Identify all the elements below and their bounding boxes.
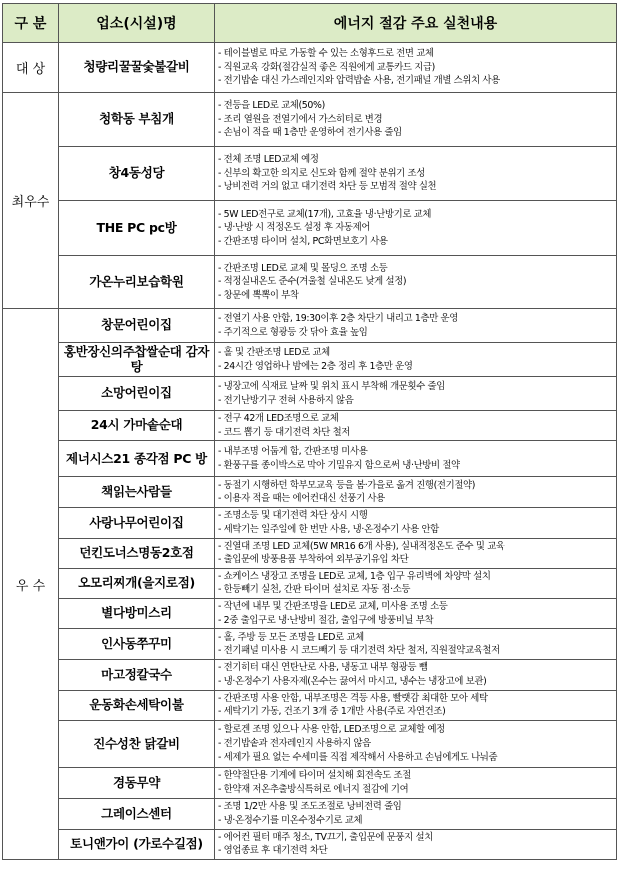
header-business: 업소(시설)명 <box>59 4 215 43</box>
content-line: - 전기패널 미사용 시 코드빼기 등 대기전력 차단 철저, 직원절약교육철저 <box>218 645 500 657</box>
content-cell <box>215 343 617 377</box>
content-line: - 냉장고에 식재료 날짜 및 위치 표시 부착해 개문횟수 줄임 <box>218 380 445 392</box>
business-name: 진수성찬 닭갈비 <box>59 720 215 767</box>
content-line: - 창문에 뽁뽁이 부착 <box>218 289 299 301</box>
category-cell: 대 상 <box>3 43 59 93</box>
content-line: - 내부조명 어둡게 함, 간판조명 미사용 <box>218 446 368 458</box>
content-cell <box>215 720 617 767</box>
table-row <box>3 441 617 477</box>
table-row <box>3 660 617 690</box>
content-line: - 24시간 영업하나 밤에는 2층 정리 후 1층만 운영 <box>218 360 413 372</box>
content-cell <box>215 201 617 256</box>
content-cell <box>215 798 617 829</box>
content-line: - 전기난방기구 전혀 사용하지 않음 <box>218 394 354 406</box>
table-row <box>3 508 617 538</box>
business-name: 창4동성당 <box>59 147 215 201</box>
table-row <box>3 538 617 568</box>
business-name: 별다방미스리 <box>59 599 215 629</box>
business-name: 청량리꿀꿀숯불갈비 <box>59 43 215 93</box>
content-line: - 에어컨 필터 매주 청소, TV끄기, 출입문에 문풍지 설치 <box>218 831 433 843</box>
business-name: 토니앤가이 (가로수길점) <box>59 829 215 859</box>
content-line: - 이용자 적을 때는 에어컨대신 선풍기 사용 <box>218 493 385 505</box>
content-line: - 조리 열원을 전열기에서 가스히터로 변경 <box>218 113 383 125</box>
header-content: 에너지 절감 주요 실천내용 <box>215 4 617 43</box>
content-cell <box>215 568 617 598</box>
table-body <box>3 43 617 860</box>
content-line: - 테이블별로 따로 가동할 수 있는 소형후드로 전면 교체 <box>218 48 434 60</box>
content-cell <box>215 377 617 411</box>
business-name: 그레이스센터 <box>59 798 215 829</box>
content-line: - 간판조명 LED로 교체 및 몰딩으 조명 소등 <box>218 262 388 274</box>
content-line: - 낭비전력 거의 없고 대기전력 차단 등 모범적 절약 실천 <box>218 181 437 193</box>
content-line: - 동절기 시행하던 학부모교육 등을 봄·가을로 옮겨 진행(전기절약) <box>218 479 476 491</box>
table-row <box>3 767 617 798</box>
table-row <box>3 829 617 859</box>
content-line: - 출입문에 방풍용품 부착하여 외부공기유입 차단 <box>218 554 409 566</box>
content-line: - 전기밥솥 대신 가스레인지와 압력밥솥 사용, 전기패널 개별 스위치 사용 <box>218 75 500 87</box>
content-line: - 전기밥솥과 전자레인지 사용하지 않음 <box>218 737 371 749</box>
table-row <box>3 720 617 767</box>
header-row <box>3 4 617 43</box>
content-line: - 냉·온정수기를 미온수정수기로 교체 <box>218 814 363 826</box>
content-cell <box>215 508 617 538</box>
table-row <box>3 477 617 508</box>
business-name: 인사동쭈꾸미 <box>59 629 215 660</box>
category-cell: 우 수 <box>3 309 59 860</box>
business-name: 책읽는사람들 <box>59 477 215 508</box>
table-row <box>3 377 617 411</box>
table-row <box>3 43 617 93</box>
content-line: - 냉·온정수기 사용자제(온수는 끓여서 마시고, 냉수는 냉장고에 보관) <box>218 675 487 687</box>
business-name: 소망어린이집 <box>59 377 215 411</box>
content-line: - 2중 출입구로 냉·난방비 절감, 출입구에 방풍비닐 부착 <box>218 614 434 626</box>
content-line: - 주기적으로 형광등 갓 닦아 효율 높임 <box>218 326 368 338</box>
table-row <box>3 798 617 829</box>
content-line: - 신부의 확고한 의지로 신도와 함께 절약 분위기 조성 <box>218 167 425 179</box>
content-line: - 직원교육 강화(절감실적 좋은 직원에게 교통카드 지급) <box>218 61 435 73</box>
content-line: - 홀 및 간판조명 LED로 교체 <box>218 346 330 358</box>
content-line: - 전체 조명 LED교체 예정 <box>218 154 319 166</box>
content-line: - 영업종료 후 대기전력 차단 <box>218 845 328 857</box>
content-line: - 간판조명 사용 안함, 내부조명은 격등 사용, 빨랫감 최대한 모아 세탁 <box>218 692 488 704</box>
table-row <box>3 147 617 201</box>
content-line: - 세탁기기 가동, 건조기 3개 중 1개만 사용(주로 자연건조) <box>218 706 446 718</box>
content-line: - 환풍구를 종이박스로 막아 기밀유지 함으로써 냉·난방비 절약 <box>218 459 460 471</box>
table-row <box>3 599 617 629</box>
content-cell <box>215 767 617 798</box>
header-category: 구 분 <box>3 4 59 43</box>
table-row <box>3 411 617 441</box>
business-name: 던킨도너스명동2호점 <box>59 538 215 568</box>
content-cell <box>215 147 617 201</box>
content-line: - 전열기 사용 안함, 19:30이후 2층 차단기 내리고 1층만 운영 <box>218 312 458 324</box>
content-line: - 조명소등 및 대기전력 차단 상시 시행 <box>218 510 368 522</box>
content-cell <box>215 309 617 343</box>
content-line: - 진열대 조명 LED 교체(5W MR16 6개 사용), 실내적정온도 준수 및 교육 <box>218 540 505 552</box>
business-name: 가온누리보습학원 <box>59 256 215 309</box>
content-line: - 한약재 저온추출방식특허로 에너지 절감에 기여 <box>218 783 409 795</box>
content-line: - 세탁기는 일주일에 한 번만 사용, 냉·온정수기 사용 안함 <box>218 523 439 535</box>
table-row <box>3 568 617 598</box>
content-line: - 냉·난방 시 적정온도 설정 후 자동제어 <box>218 222 371 234</box>
business-name: 운동화손세탁이불 <box>59 690 215 720</box>
business-name: 청학동 부침개 <box>59 93 215 147</box>
content-cell <box>215 829 617 859</box>
content-line: - 5W LED전구로 교체(17개), 고효율 냉·난방기로 교체 <box>218 208 432 220</box>
business-name: 사랑나무어린이집 <box>59 508 215 538</box>
table-row <box>3 93 617 147</box>
business-name: 오모리찌개(을지로점) <box>59 568 215 598</box>
content-line: - 작년에 내부 및 간판조명을 LED로 교체, 미사용 조명 소등 <box>218 601 448 612</box>
content-cell <box>215 629 617 660</box>
content-line: - 할로겐 조명 있으나 사용 안함, LED조명으로 교체할 예정 <box>218 724 445 736</box>
content-cell <box>215 43 617 93</box>
content-line: - 홀, 주방 등 모든 조명을 LED로 교체 <box>218 631 364 643</box>
content-cell <box>215 256 617 309</box>
content-line: - 조명 1/2만 사용 및 조도조절로 낭비전력 줄임 <box>218 801 402 813</box>
content-line: - 전등을 LED로 교체(50%) <box>218 100 325 112</box>
content-cell <box>215 660 617 690</box>
content-line: - 쇼케이스 냉장고 조명을 LED로 교체, 1층 입구 유리벽에 차양막 설치 <box>218 570 491 582</box>
table-row <box>3 690 617 720</box>
content-cell <box>215 477 617 508</box>
table-row <box>3 201 617 256</box>
content-cell <box>215 690 617 720</box>
content-cell <box>215 599 617 629</box>
business-name: 경동무약 <box>59 767 215 798</box>
business-name: 창문어린이집 <box>59 309 215 343</box>
content-line: - 손님이 적을 때 1층만 운영하여 전기사용 줄임 <box>218 127 402 139</box>
content-cell <box>215 441 617 477</box>
content-cell <box>215 93 617 147</box>
business-name: 마고정칼국수 <box>59 660 215 690</box>
content-line: - 적정실내온도 준수(겨울철 실내온도 낮게 설정) <box>218 276 407 288</box>
content-line: - 세제가 필요 없는 수세미를 직접 제작해서 사용하고 손님에게도 나눠줌 <box>218 751 498 763</box>
energy-saving-table <box>2 3 617 860</box>
business-name: 제너시스21 종각점 PC 방 <box>59 441 215 477</box>
content-cell <box>215 411 617 441</box>
category-cell: 최우수 <box>3 93 59 309</box>
table-row <box>3 343 617 377</box>
content-line: - 전기히터 대신 연탄난로 사용, 냉동고 내부 형광등 뺌 <box>218 662 428 674</box>
content-line: - 한등빼기 실천, 간판 타이머 설치로 자동 점·소등 <box>218 584 411 596</box>
business-name: 24시 가마솥순대 <box>59 411 215 441</box>
business-name: THE PC pc방 <box>59 201 215 256</box>
content-line: - 코드 뽑기 등 대기전력 차단 철저 <box>218 426 350 438</box>
table-row <box>3 629 617 660</box>
content-line: - 전구 42개 LED조명으로 교체 <box>218 413 339 424</box>
table-row <box>3 309 617 343</box>
content-cell <box>215 538 617 568</box>
content-line: - 한약절단용 기계에 타이머 설치해 회전속도 조절 <box>218 770 411 782</box>
content-line: - 간판조명 타이머 설치, PC화면보호기 사용 <box>218 235 388 247</box>
table-row <box>3 256 617 309</box>
business-name: 홍반장신의주찹쌀순대 감자탕 <box>59 343 215 377</box>
